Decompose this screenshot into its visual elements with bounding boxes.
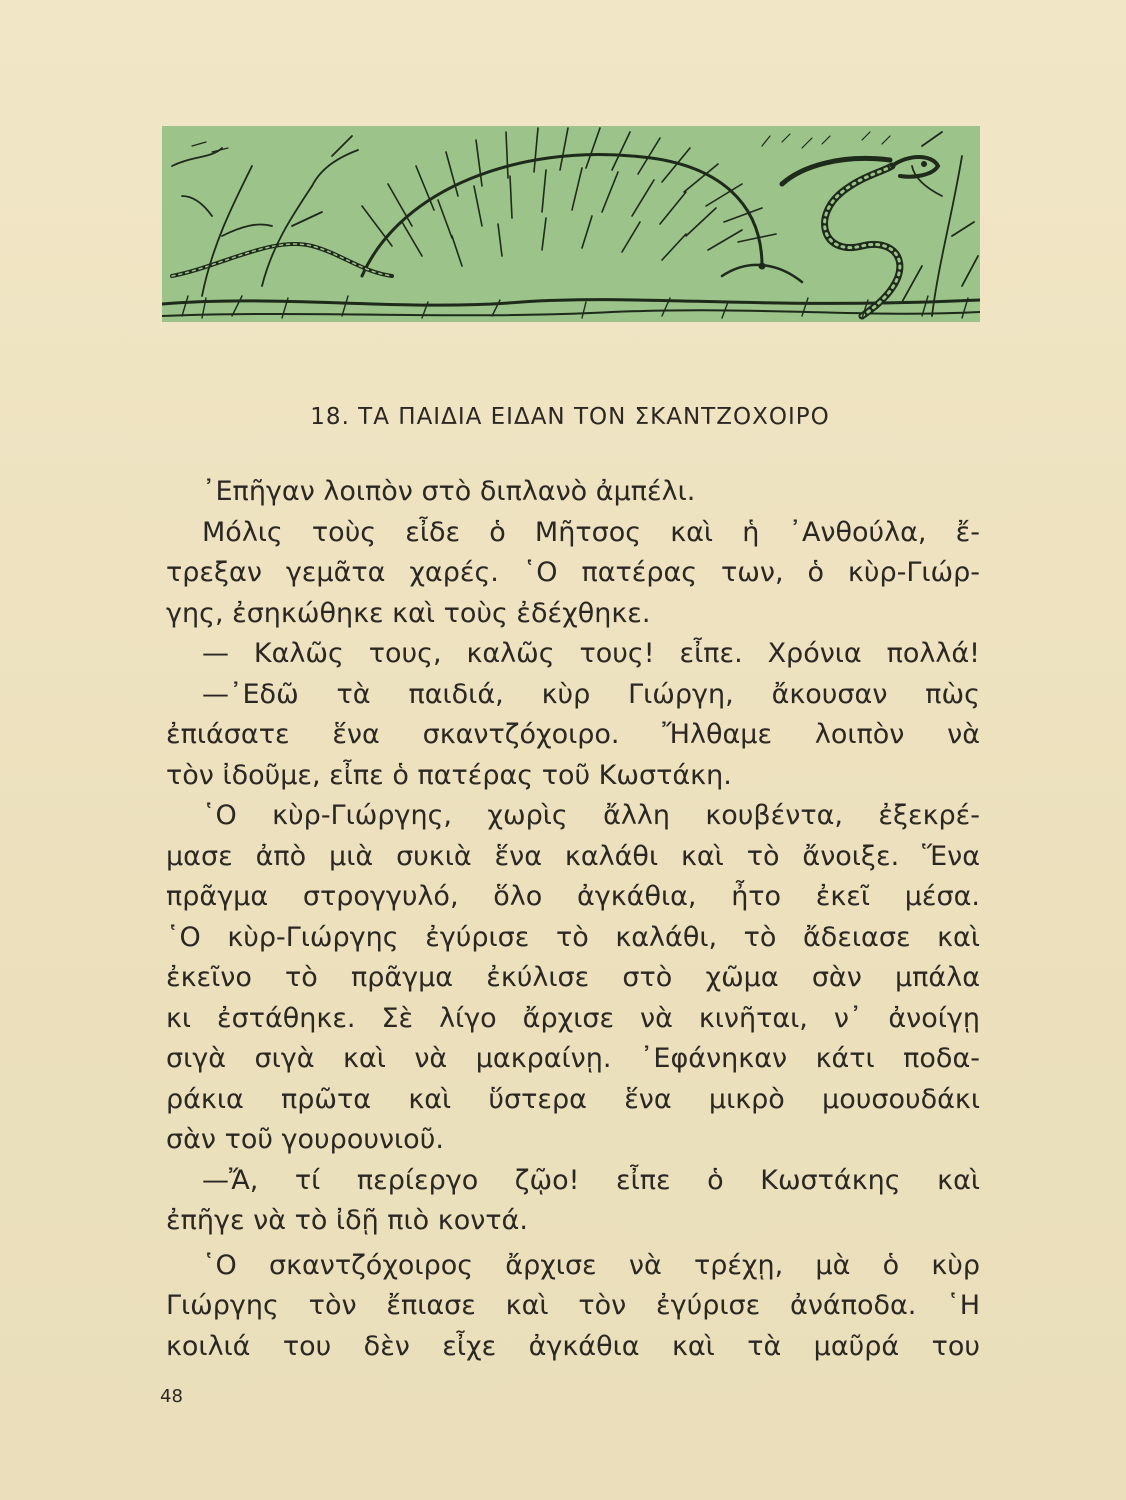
text-line: μασε ἀπὸ μιὰ συκιὰ ἕνα καλάθι καὶ τὸ ἄνοιξε. Ἕνα (166, 840, 980, 872)
text-line: κοιλιά του δὲν εἶχε ἀγκάθια καὶ τὰ μαῦρά του (166, 1330, 980, 1362)
text-line: —᾿Εδῶ τὰ παιδιά, κὺρ Γιώργη, ἄκουσαν πὼς (202, 678, 980, 710)
text-line: ἐπῆγε νὰ τὸ ἰδῇ πιὸ κοντά. (166, 1205, 528, 1236)
chapter-title: 18. ΤΑ ΠΑΙΔΙΑ ΕΙΔΑΝ ΤΟΝ ΣΚΑΝΤΖΟΧΟΙΡΟ (310, 404, 830, 430)
text-line: ἐκεῖνο τὸ πρᾶγμα ἐκύλισε στὸ χῶμα σὰν μπάλα (166, 962, 980, 993)
chapter-illustration (162, 126, 980, 322)
text-line: ῾Ο σκαντζόχοιρος ἄρχισε νὰ τρέχῃ, μὰ ὁ κὺρ (202, 1249, 980, 1281)
text-line: ῾Ο κὺρ-Γιώργης, χωρὶς ἄλλη κουβέντα, ἐξεκρέ- (202, 800, 980, 831)
body-text (166, 472, 980, 1367)
text-line: Μόλις τοὺς εἶδε ὁ Μῆτσος καὶ ἡ ᾿Ανθούλα, ἔ- (202, 516, 980, 548)
text-line: Γιώργης τὸν ἔπιασε καὶ τὸν ἐγύρισε ἀνάποδα. ῾Η (166, 1290, 980, 1321)
text-line: πρᾶγμα στρογγυλό, ὅλο ἀγκάθια, ἦτο ἐκεῖ μέσα. (166, 881, 980, 912)
text-line: ἐπιάσατε ἕνα σκαντζόχοιρο. Ἤλθαμε λοιπὸν νὰ (166, 719, 980, 750)
text-line: —Ἄ, τί περίεργο ζῷο! εἶπε ὁ Κωστάκης καὶ (202, 1164, 980, 1196)
text-line: κι ἐστάθηκε. Σὲ λίγο ἄρχισε νὰ κινῆται, ν᾿ ἀνοίγῃ (166, 1002, 980, 1034)
text-line: ράκια πρῶτα καὶ ὕστερα ἕνα μικρὸ μουσουδάκι (166, 1083, 980, 1115)
text-line: σὰν τοῦ γουρουνιοῦ. (166, 1124, 444, 1155)
text-line: ᾿Επῆγαν λοιπὸν στὸ διπλανὸ ἀμπέλι. (202, 476, 696, 507)
text-line: σιγὰ σιγὰ καὶ νὰ μακραίνῃ. ᾿Εφάνηκαν κάτι ποδα- (166, 1043, 980, 1074)
hedgehog-snake-icon (162, 126, 980, 322)
text-line: τρεξαν γεμᾶτα χαρές. ῾Ο πατέρας των, ὁ κὺρ-Γιώρ- (166, 557, 980, 588)
text-line: γης, ἐσηκώθηκε καὶ τοὺς ἐδέχθηκε. (166, 597, 651, 629)
page-number: 48 (160, 1386, 183, 1407)
text-line: ῾Ο κὺρ-Γιώργης ἐγύρισε τὸ καλάθι, τὸ ἄδειασε καὶ (166, 921, 980, 953)
text-line: τὸν ἰδοῦμε, εἶπε ὁ πατέρας τοῦ Κωστάκη. (166, 759, 732, 791)
text-line: — Καλῶς τους, καλῶς τους! εἶπε. Χρόνια πολλά! (202, 638, 980, 669)
